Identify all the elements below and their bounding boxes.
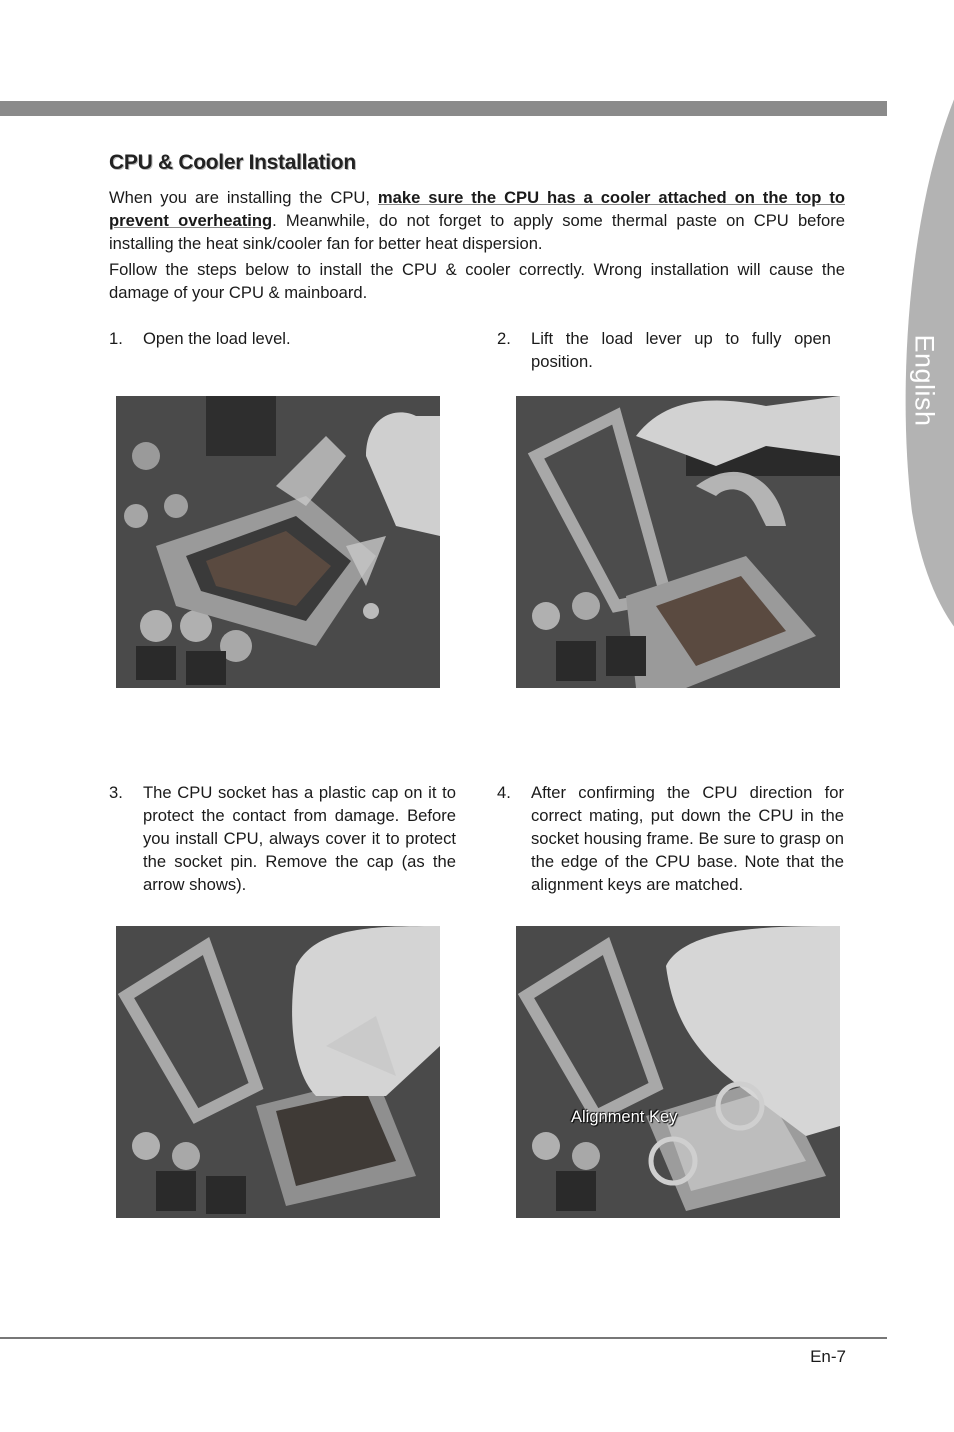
step-4	[497, 781, 847, 926]
page-number: En-7	[810, 1347, 846, 1366]
step-text: After confirming the CPU direction for correct mating, put down the CPU in the socket housing frame. Be sure to grasp on the edge of the CPU base. Note that the alignment keys are matched.	[531, 783, 844, 894]
photo-lift-load-lever	[516, 396, 840, 688]
intro-text-end: . Meanwhile, do not forget to apply some thermal paste on CPU before installing the heat sink/cooler fan for better heat dispersion.	[109, 211, 845, 253]
section-title: CPU & Cooler Installation	[109, 151, 356, 174]
step-number: 4.	[497, 783, 511, 802]
photo-place-cpu	[516, 926, 840, 1218]
step-number: 3.	[109, 783, 123, 802]
step-2	[497, 327, 832, 377]
step-3	[109, 781, 459, 906]
step-text: The CPU socket has a plastic cap on it to protect the contact from damage. Before you install CPU, always cover it to protect the socket pin. Remove the cap (as the arrow shows).	[143, 783, 456, 894]
step-text: Open the load level.	[143, 329, 291, 348]
photo-open-load-lever	[116, 396, 440, 688]
step-number: 1.	[109, 329, 123, 348]
side-tab-label: English	[909, 333, 940, 427]
header-bar	[0, 101, 887, 116]
intro-paragraph-1	[109, 186, 845, 255]
step-text: Lift the load lever up to fully open position.	[531, 329, 831, 371]
photo-remove-socket-cap	[116, 926, 440, 1218]
footer-rule	[0, 1337, 887, 1339]
intro-highlight: make sure the CPU has a cooler attached on the top to prevent overheating	[109, 188, 845, 230]
intro-paragraph-2: Follow the steps below to install the CPU & cooler correctly. Wrong installation will cause the damage of your CPU & mainboard.	[109, 260, 845, 302]
step-number: 2.	[497, 329, 511, 348]
intro-text-start: When you are installing the CPU,	[109, 188, 378, 207]
side-tab-label-wrap	[894, 330, 954, 430]
step-1	[109, 327, 459, 357]
alignment-key-label: Alignment Key	[571, 1108, 678, 1126]
